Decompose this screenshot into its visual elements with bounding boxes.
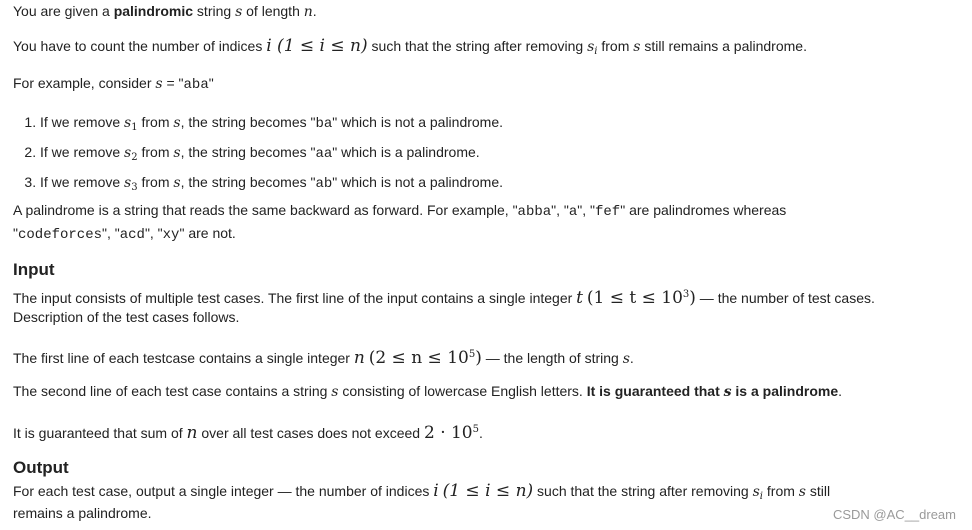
task-paragraph [13,37,807,61]
text: = " [162,75,184,91]
math-var: s [752,484,760,500]
code-text: xy [162,227,180,243]
math-var: s [173,145,181,161]
bold-text: is a palindrome [731,383,839,399]
math-expression: $2 \cdot 10^5$ [423,423,480,443]
code-text: acd [119,227,145,243]
math-expression: $(2 \le n \le 10^5)$ [368,348,482,368]
text: . [312,3,317,19]
math-subscript: 1 [131,122,138,133]
text: such that the string after removing [367,38,588,54]
list-item: 3. If we remove $s_3$ from s, the string becomes "ab" which is not a palindrome. [40,170,503,200]
definition-paragraph-line1: A palindrome is a string that reads the same backward as forward. For example, "abba", "a", "fef" are palindromes whereas [13,202,787,220]
math-var: t [576,288,583,308]
watermark: CSDN @AC__dream [832,507,956,522]
math-var: s [124,145,132,161]
list-item: 2. If we remove $s_2$ from s, the string becomes "aa" which is a palindrome. [40,140,503,170]
input-paragraph-n: The first line of each testcase contains a single integer n $(2 \le n \le 10^5)$ — the length of string s. [13,348,634,368]
math-subscript: 3 [131,182,138,193]
math-var: s [124,115,132,131]
output-heading: Output [13,458,69,477]
math-expression: i (1 ≤ i ≤ n) [266,36,368,56]
text: still remains a palindrome. [640,38,807,54]
input-paragraph-s: The second line of each test case contains a string s consisting of lowercase English letters. It is guaranteed that s is a palindrome. [13,383,843,400]
math-var: n [303,4,313,20]
text: You have to count the number of indices [13,38,267,54]
math-var: s [622,351,630,367]
input-heading: Input [13,260,55,279]
math-var: s [235,4,243,20]
output-paragraph-line1: For each test case, output a single integer — the number of indices i (1 ≤ i ≤ n) such that the string after removing $s_i$ from s still [13,481,831,502]
text: string [193,3,236,19]
code-text: abba [517,204,552,220]
math-var: n [353,348,365,368]
definition-paragraph-line2: "codeforces", "acd", "xy" are not. [13,225,236,243]
code-text: codeforces [17,227,102,243]
code-text: ab [315,176,333,192]
math-expression: (1 ≤ i ≤ n) [442,481,534,501]
math-var: s [155,76,163,92]
text: of length [242,3,304,19]
bold-text: It is guaranteed that [586,383,724,399]
math-var: i [433,481,439,501]
math-var: s [798,484,806,500]
intro-paragraph [13,2,317,21]
math-var: n [186,423,198,443]
bold-text: palindromic [113,3,194,19]
example-list [13,110,503,200]
code-text: fef [595,204,621,220]
math-var: s [173,175,181,191]
example-paragraph [13,74,214,94]
text: For example, consider [13,75,156,91]
text: You are given a [13,3,114,19]
math-subscript: i [759,491,763,502]
math-var: s [633,39,641,55]
text: " [208,75,214,91]
math-subscript: 2 [131,152,138,163]
math-subscript: i [594,46,598,57]
math-var: s [723,384,732,400]
math-var: s [124,175,132,191]
code-text: a [568,204,578,220]
code-text: ba [315,116,333,132]
text: from [597,38,634,54]
output-paragraph-line2: remains a palindrome. [13,505,152,521]
math-var: s [173,115,181,131]
math-var: s [587,39,595,55]
list-item: 1. If we remove $s_1$ from s, the string becomes "ba" which is not a palindrome. [40,110,503,140]
math-var: s [331,384,339,400]
code-text: aba [183,77,209,93]
input-paragraph-line1: The input consists of multiple test cases. The first line of the input contains a single integer t $(1 \le t \le 10^3)$ — the number of test cases. [13,288,875,308]
input-paragraph-sum: It is guaranteed that sum of n over all test cases does not exceed $2 \cdot 10^5$. [13,423,483,443]
code-text: aa [315,146,333,162]
math-expression: $(1 \le t \le 10^3)$ [586,288,696,308]
input-paragraph-line2: Description of the test cases follows. [13,309,240,325]
